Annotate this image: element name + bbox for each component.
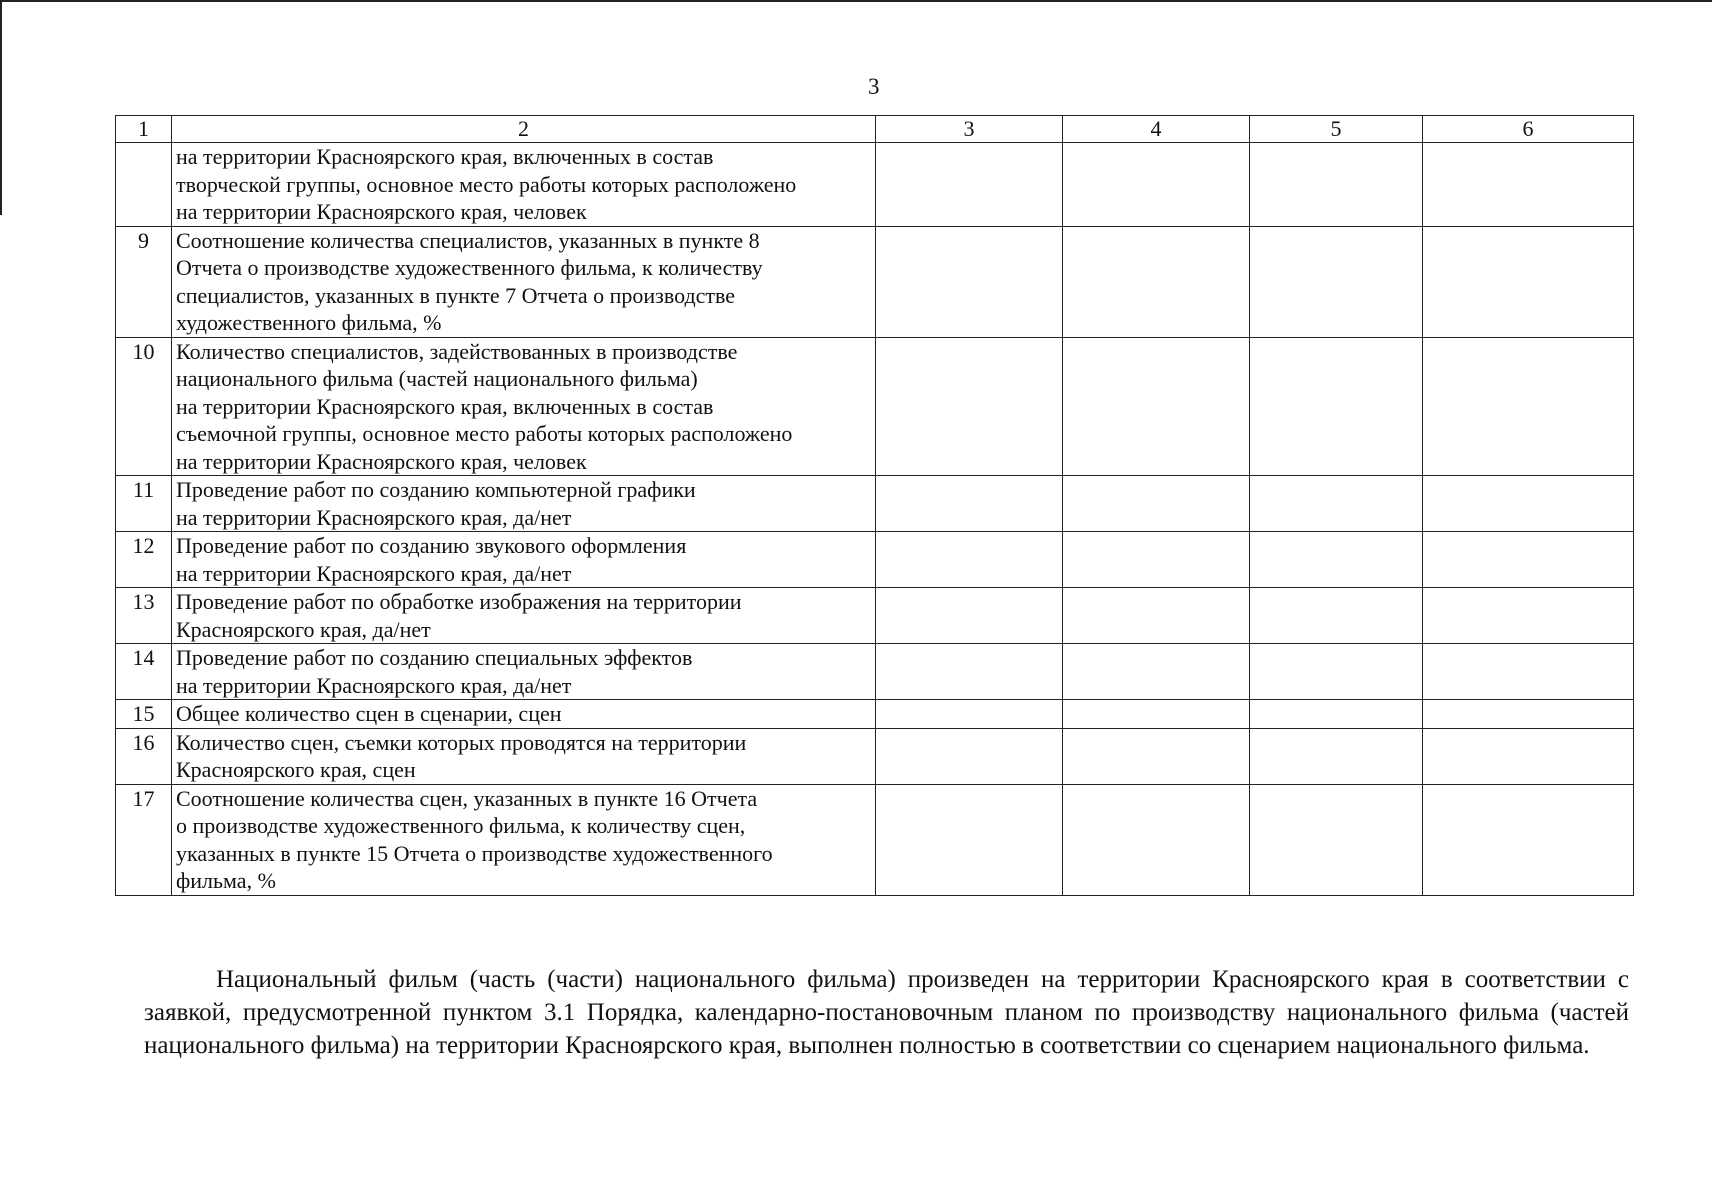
column-header: 6 xyxy=(1423,116,1634,143)
value-cell xyxy=(1250,728,1423,784)
row-description-text: Соотношение количества сцен, указанных в пункте 16 Отчета о производстве художественного фильма, к количеству сцен, указанных в пункте 15 Отчета о производстве художественного фильма, % xyxy=(176,785,773,893)
value-cell xyxy=(1063,700,1250,729)
value-cell xyxy=(876,588,1063,644)
table-header-row xyxy=(116,116,1634,143)
column-header: 4 xyxy=(1063,116,1250,143)
value-cell xyxy=(1423,784,1634,895)
value-cell xyxy=(1063,476,1250,532)
row-description xyxy=(172,476,876,532)
value-cell xyxy=(1250,532,1423,588)
value-cell xyxy=(876,700,1063,729)
table-row xyxy=(116,337,1634,476)
row-number: 10 xyxy=(116,337,172,476)
value-cell xyxy=(876,532,1063,588)
value-cell xyxy=(1063,226,1250,337)
row-number: 12 xyxy=(116,532,172,588)
closing-paragraph: Национальный фильм (часть (части) национального фильма) произведен на территории Красноярского края в соответствии с заявкой, предусмотренной пунктом 3.1 Порядка, календарно-постановочным планом по производству национального фильма (частей национального фильма) на территории Красноярского края, выполнен полностью в соответствии со сценарием национального фильма. xyxy=(144,966,1629,1059)
table-row xyxy=(116,226,1634,337)
value-cell xyxy=(876,337,1063,476)
row-number: 14 xyxy=(116,644,172,700)
scan-border-left xyxy=(0,0,2,215)
column-header: 1 xyxy=(116,116,172,143)
value-cell xyxy=(1063,532,1250,588)
value-cell xyxy=(1063,143,1250,227)
column-header: 3 xyxy=(876,116,1063,143)
row-description xyxy=(172,588,876,644)
row-description-text: Проведение работ по созданию компьютерной графики на территории Красноярского края, да/нет xyxy=(176,477,696,530)
value-cell xyxy=(1250,588,1423,644)
row-number: 17 xyxy=(116,784,172,895)
value-cell xyxy=(1423,588,1634,644)
table-row xyxy=(116,784,1634,895)
value-cell xyxy=(1423,143,1634,227)
value-cell xyxy=(1250,226,1423,337)
value-cell xyxy=(1423,728,1634,784)
value-cell xyxy=(1423,532,1634,588)
value-cell xyxy=(876,644,1063,700)
value-cell xyxy=(876,143,1063,227)
table-row xyxy=(116,644,1634,700)
row-description xyxy=(172,644,876,700)
value-cell xyxy=(1423,644,1634,700)
value-cell xyxy=(1250,700,1423,729)
column-header: 2 xyxy=(172,116,876,143)
value-cell xyxy=(1250,644,1423,700)
row-description-text: Количество сцен, съемки которых проводятся на территории Красноярского края, сцен xyxy=(176,729,747,782)
value-cell xyxy=(1423,337,1634,476)
table-row xyxy=(116,700,1634,729)
value-cell xyxy=(1423,700,1634,729)
table-row xyxy=(116,476,1634,532)
value-cell xyxy=(876,476,1063,532)
row-description xyxy=(172,337,876,476)
table-row xyxy=(116,728,1634,784)
value-cell xyxy=(1063,337,1250,476)
row-number xyxy=(116,143,172,227)
scan-border-top xyxy=(0,0,1712,2)
value-cell xyxy=(876,784,1063,895)
row-number: 9 xyxy=(116,226,172,337)
value-cell xyxy=(1063,784,1250,895)
row-number: 15 xyxy=(116,700,172,729)
value-cell xyxy=(1063,728,1250,784)
row-description xyxy=(172,784,876,895)
table-row xyxy=(116,588,1634,644)
row-number: 13 xyxy=(116,588,172,644)
table-row xyxy=(116,143,1634,227)
row-description-text: Общее количество сцен в сценарии, сцен xyxy=(176,701,562,726)
value-cell xyxy=(1250,337,1423,476)
value-cell xyxy=(1250,143,1423,227)
row-description xyxy=(172,700,876,729)
value-cell xyxy=(1063,588,1250,644)
row-description-text: на территории Красноярского края, включенных в состав творческой группы, основное место работы которых расположено на территории Красноярского края, человек xyxy=(176,144,797,224)
row-description-text: Проведение работ по созданию звукового оформления на территории Красноярского края, да/нет xyxy=(176,533,687,586)
value-cell xyxy=(1250,476,1423,532)
row-description-text: Проведение работ по обработке изображения на территории Красноярского края, да/нет xyxy=(176,589,742,642)
value-cell xyxy=(1423,476,1634,532)
row-description xyxy=(172,532,876,588)
table-row xyxy=(116,532,1634,588)
value-cell xyxy=(876,226,1063,337)
page-number: 3 xyxy=(868,74,880,99)
value-cell xyxy=(876,728,1063,784)
row-description xyxy=(172,728,876,784)
row-number: 11 xyxy=(116,476,172,532)
row-description-text: Соотношение количества специалистов, указанных в пункте 8 Отчета о производстве художественного фильма, к количеству специалистов, указанных в пункте 7 Отчета о производстве художественного фильма, % xyxy=(176,227,763,335)
row-description xyxy=(172,143,876,227)
column-header: 5 xyxy=(1250,116,1423,143)
row-number: 16 xyxy=(116,728,172,784)
row-description-text: Количество специалистов, задействованных в производстве национального фильма (частей национального фильма) на территории Красноярского края, включенных в состав съемочной группы, основное место работы которых расположено на территории Красноярского края, человек xyxy=(176,338,793,474)
report-table xyxy=(115,115,1634,896)
value-cell xyxy=(1063,644,1250,700)
value-cell xyxy=(1250,784,1423,895)
row-description-text: Проведение работ по созданию специальных эффектов на территории Красноярского края, да/нет xyxy=(176,645,693,698)
value-cell xyxy=(1423,226,1634,337)
row-description xyxy=(172,226,876,337)
